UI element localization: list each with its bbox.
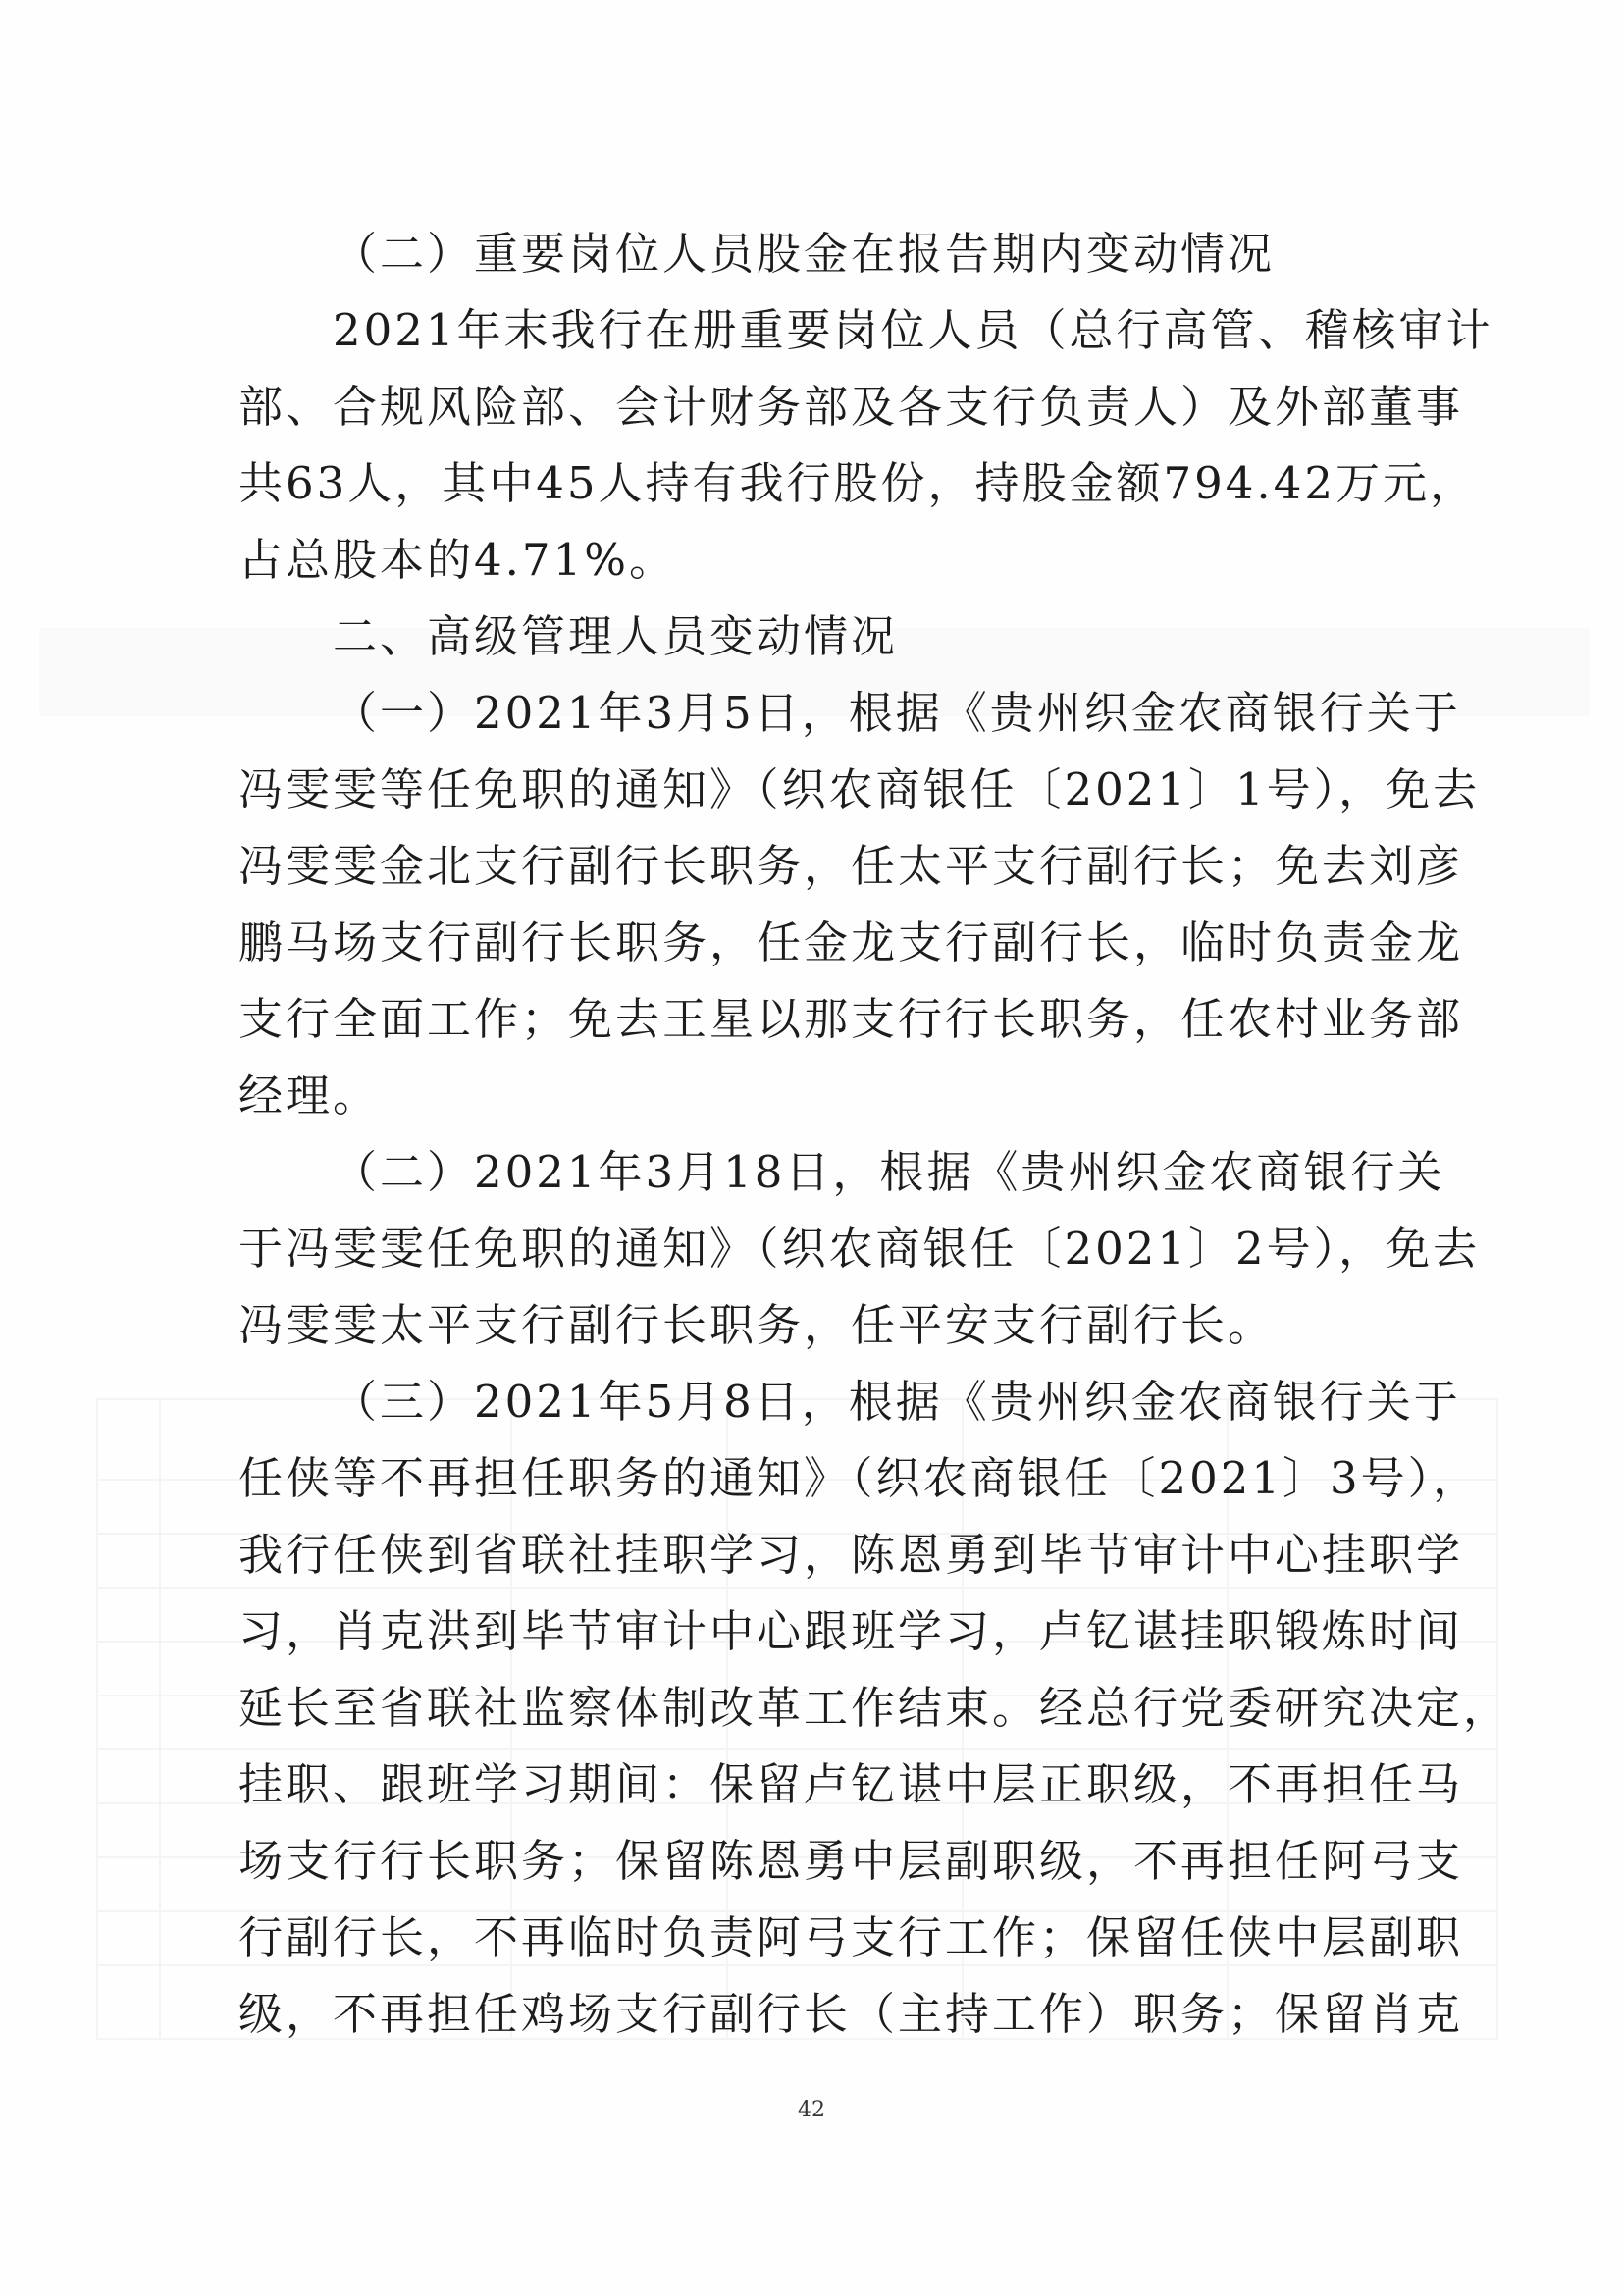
text-line-12: 经理。 — [238, 1070, 381, 1122]
text-line-17: 任侠等不再担任职务的通知》（织农商银任〔2021〕3号）， — [238, 1452, 1481, 1504]
text-line-11: 支行全面工作；免去王星以那支行行长职务，任农村业务部 — [238, 993, 1464, 1045]
text-line-8: 冯雯雯等任免职的通知》（织农商银任〔2021〕1号），免去 — [238, 763, 1481, 815]
text-line-20: 延长至省联社监察体制改革工作结束。经总行党委研究决定， — [238, 1682, 1511, 1734]
section-heading: 二、高级管理人员变动情况 — [333, 610, 899, 662]
text-line-15: 冯雯雯太平支行副行长职务，任平安支行副行长。 — [238, 1299, 1276, 1351]
text-line-4: 共63人，其中45人持有我行股份，持股金额794.42万元， — [238, 457, 1477, 509]
text-line-5: 占总股本的4.71%。 — [238, 534, 676, 586]
text-line-22: 场支行行长职务；保留陈恩勇中层副职级，不再担任阿弓支 — [238, 1835, 1464, 1887]
text-line-21: 挂职、跟班学习期间：保留卢钇谌中层正职级，不再担任马 — [238, 1758, 1464, 1810]
text-line-18: 我行任侠到省联社挂职学习，陈恩勇到毕节审计中心挂职学 — [238, 1529, 1464, 1581]
text-line-3: 部、合规风险部、会计财务部及各支行负责人）及外部董事 — [238, 381, 1464, 433]
text-line-24: 级，不再担任鸡场支行副行长（主持工作）职务；保留肖克 — [238, 1988, 1464, 2040]
text-line-10: 鹏马场支行副行长职务，任金龙支行副行长，临时负责金龙 — [238, 916, 1464, 968]
text-line-7: （一）2021年3月5日，根据《贵州织金农商银行关于 — [333, 687, 1461, 739]
text-line-13: （二）2021年3月18日，根据《贵州织金农商银行关 — [333, 1146, 1445, 1198]
text-line-9: 冯雯雯金北支行副行长职务，任太平支行副行长；免去刘彦 — [238, 840, 1464, 892]
body-text — [238, 216, 1511, 2053]
text-line-19: 习，肖克洪到毕节审计中心跟班学习，卢钇谌挂职锻炼时间 — [238, 1605, 1464, 1657]
text-line-23: 行副行长，不再临时负责阿弓支行工作；保留任侠中层副职 — [238, 1911, 1464, 1963]
text-line-16: （三）2021年5月8日，根据《贵州织金农商银行关于 — [333, 1376, 1461, 1428]
text-line-14: 于冯雯雯任免职的通知》（织农商银任〔2021〕2号），免去 — [238, 1223, 1481, 1275]
page-number: 42 — [798, 2098, 825, 2122]
text-line-1: （二）重要岗位人员股金在报告期内变动情况 — [333, 228, 1276, 280]
text-line-2: 2021年末我行在册重要岗位人员（总行高管、稽核审计 — [333, 304, 1493, 356]
